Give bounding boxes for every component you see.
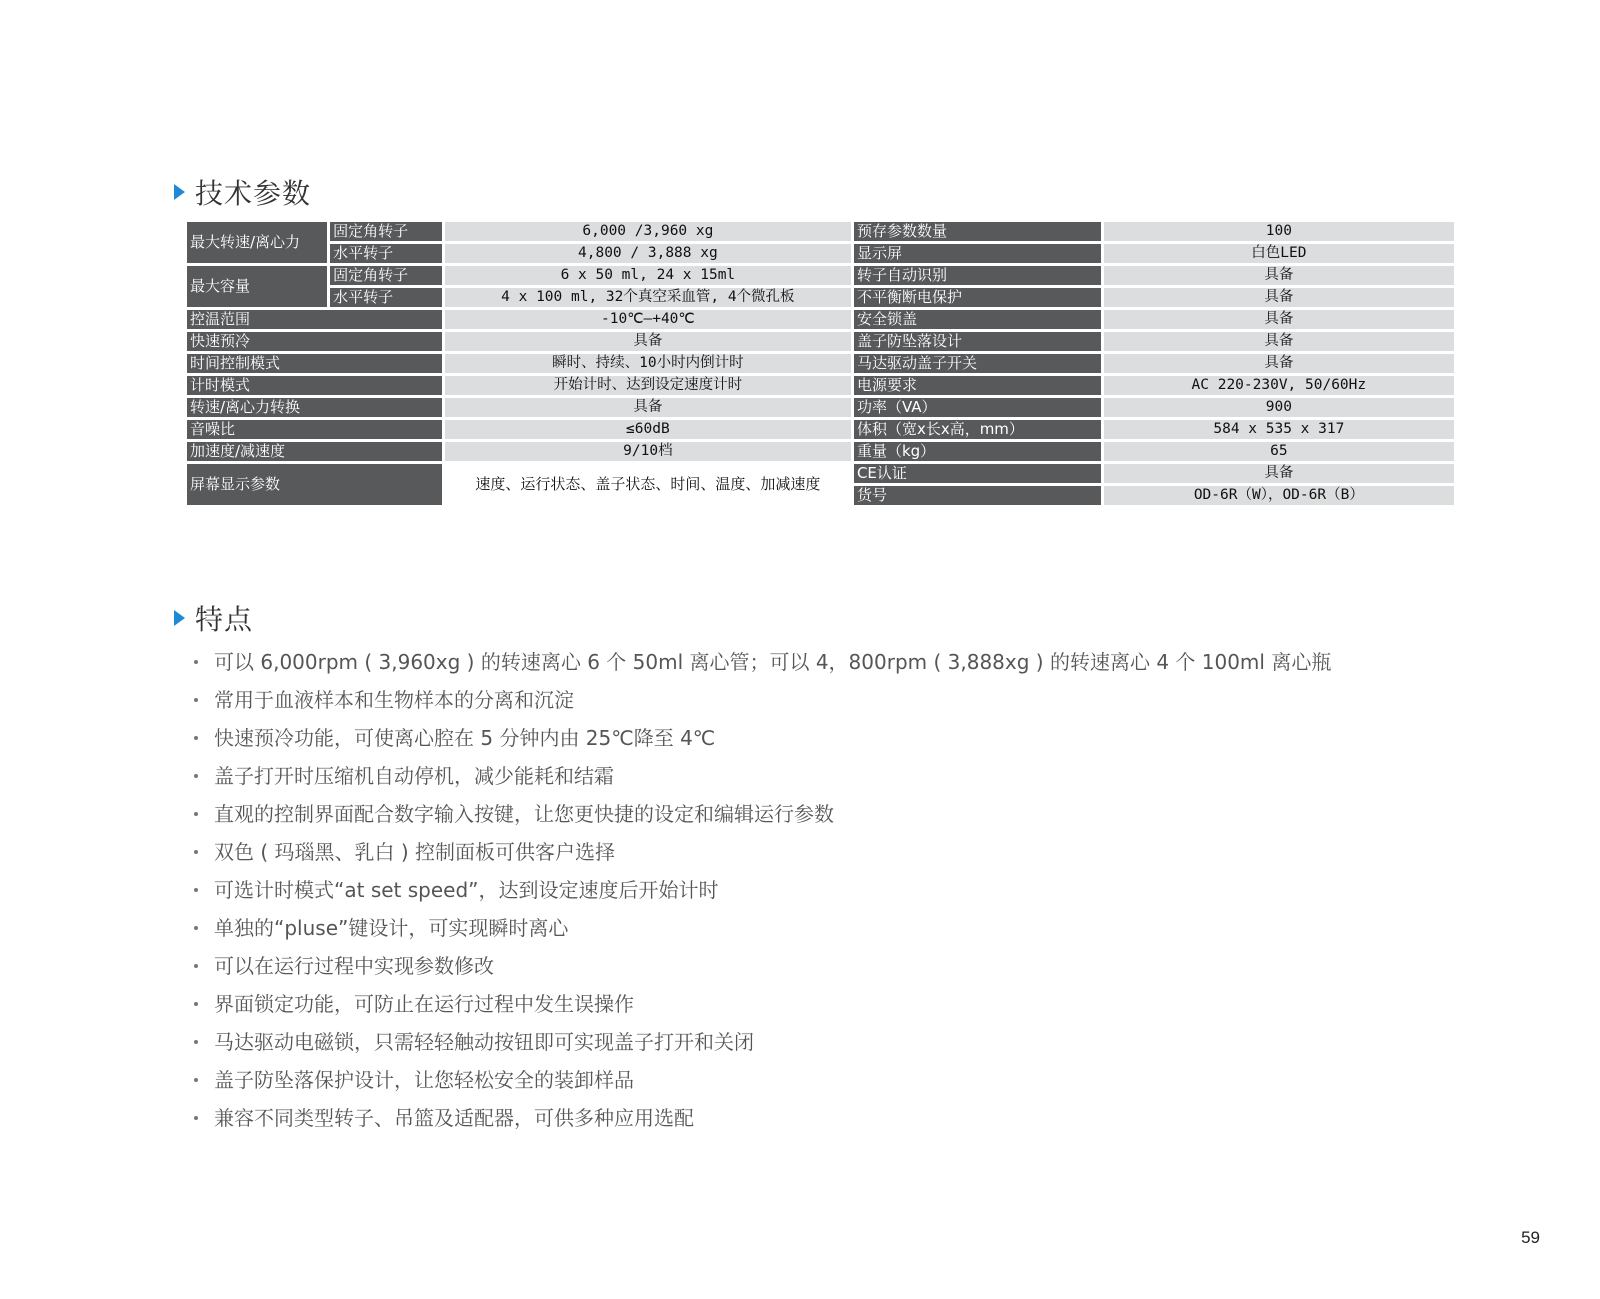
table-row [187,332,1454,351]
max-capacity-label: 最大容量 [187,266,327,307]
list-item [194,643,1331,681]
right-spec-value: 65 [1104,442,1454,461]
feature-text: 单独的“pluse”键设计，可实现瞬时离心 [214,916,569,940]
left-spec-value: -10℃—+40℃ [445,310,851,329]
right-spec-label: 货号 [854,486,1101,505]
left-spec-value: 具备 [445,398,851,417]
table-row [187,222,1454,241]
right-spec-label: 安全锁盖 [854,310,1101,329]
table-row [187,310,1454,329]
feature-text: 马达驱动电磁锁，只需轻轻触动按钮即可实现盖子打开和关闭 [214,1030,754,1054]
page-number: 59 [1521,1228,1540,1247]
right-spec-value: OD-6R（W），OD-6R（B） [1104,486,1454,505]
bullet-dot-icon [194,736,198,740]
feature-text: 直观的控制界面配合数字输入按键，让您更快捷的设定和编辑运行参数 [214,802,834,826]
right-spec-label: 显示屏 [854,244,1101,263]
feature-text: 盖子防坠落保护设计，让您轻松安全的装卸样品 [214,1068,634,1092]
feature-text: 界面锁定功能，可防止在运行过程中发生误操作 [214,992,634,1016]
features-title-text: 特点 [195,603,254,636]
right-spec-value: 具备 [1104,464,1454,483]
bullet-dot-icon [194,1040,198,1044]
bullet-dot-icon [194,1116,198,1120]
max-speed-value: 6,000 /3,960 xg [445,222,851,241]
bullet-dot-icon [194,926,198,930]
specs-section-title [174,172,311,212]
max-capacity-value: 6 x 50 ml, 24 x 15ml [445,266,851,285]
right-spec-label: 重量（kg） [854,442,1101,461]
bullet-dot-icon [194,850,198,854]
table-row [187,266,1454,285]
right-spec-label: 预存参数数量 [854,222,1101,241]
max-capacity-sub-label: 固定角转子 [330,266,442,285]
right-spec-label: CE认证 [854,464,1101,483]
left-spec-label: 计时模式 [187,376,442,395]
list-item [194,1061,1331,1099]
feature-text: 可选计时模式“at set speed”，达到设定速度后开始计时 [214,878,719,902]
left-spec-label: 控温范围 [187,310,442,329]
list-item [194,871,1331,909]
right-spec-label: 不平衡断电保护 [854,288,1101,307]
right-spec-label: 转子自动识别 [854,266,1101,285]
right-spec-label: 马达驱动盖子开关 [854,354,1101,373]
left-spec-label: 加速度/减速度 [187,442,442,461]
feature-text: 快速预冷功能，可使离心腔在 5 分钟内由 25℃降至 4℃ [214,726,716,750]
list-item [194,795,1331,833]
feature-text: 可以在运行过程中实现参数修改 [214,954,494,978]
left-spec-label: 快速预冷 [187,332,442,351]
list-item [194,1099,1331,1137]
feature-text: 可以 6,000rpm ( 3,960xg ) 的转速离心 6 个 50ml 离心管；可以 4，800rpm ( 3,888xg ) 的转速离心 4 个 100ml 离心瓶 [214,650,1332,674]
bullet-dot-icon [194,660,198,664]
bullet-dot-icon [194,812,198,816]
list-item [194,947,1331,985]
feature-text: 盖子打开时压缩机自动停机，减少能耗和结霜 [214,764,614,788]
feature-text: 兼容不同类型转子、吊篮及适配器，可供多种应用选配 [214,1106,694,1130]
left-spec-label: 转速/离心力转换 [187,398,442,417]
list-item [194,757,1331,795]
right-spec-label: 盖子防坠落设计 [854,332,1101,351]
right-spec-value: 具备 [1104,288,1454,307]
table-row [187,464,1454,483]
table-row [187,288,1454,307]
features-section-title [174,598,253,638]
spec-table [184,219,1457,508]
max-speed-value: 4,800 / 3,888 xg [445,244,851,263]
list-item [194,719,1331,757]
list-item [194,1023,1331,1061]
left-spec-value: 开始计时、达到设定速度计时 [445,376,851,395]
triangle-bullet-icon [174,610,185,626]
bullet-dot-icon [194,698,198,702]
bullet-dot-icon [194,888,198,892]
feature-text: 常用于血液样本和生物样本的分离和沉淀 [214,688,574,712]
right-spec-value: 100 [1104,222,1454,241]
list-item [194,909,1331,947]
table-row [187,398,1454,417]
table-row [187,376,1454,395]
left-spec-label: 时间控制模式 [187,354,442,373]
specs-title-text: 技术参数 [195,177,312,210]
max-speed-sub-label: 固定角转子 [330,222,442,241]
list-item [194,985,1331,1023]
right-spec-value: 具备 [1104,332,1454,351]
left-spec-label: 音噪比 [187,420,442,439]
right-spec-value: 具备 [1104,310,1454,329]
right-spec-value: 具备 [1104,266,1454,285]
list-item [194,681,1331,719]
bullet-dot-icon [194,964,198,968]
table-row [187,420,1454,439]
left-spec-value: 9/10档 [445,442,851,461]
right-spec-value: 584 x 535 x 317 [1104,420,1454,439]
max-capacity-value: 4 x 100 ml, 32个真空采血管, 4个微孔板 [445,288,851,307]
display-params-label: 屏幕显示参数 [187,464,442,505]
triangle-bullet-icon [174,184,185,200]
left-spec-value: ≤60dB [445,420,851,439]
right-spec-value: 白色LED [1104,244,1454,263]
right-spec-value: AC 220-230V, 50/60Hz [1104,376,1454,395]
bullet-dot-icon [194,774,198,778]
list-item [194,833,1331,871]
table-row [187,354,1454,373]
feature-text: 双色 ( 玛瑙黑、乳白 ) 控制面板可供客户选择 [214,840,616,864]
bullet-dot-icon [194,1078,198,1082]
right-spec-label: 体积（宽x长x高，mm） [854,420,1101,439]
right-spec-label: 电源要求 [854,376,1101,395]
features-list [194,643,1331,1137]
left-spec-value: 具备 [445,332,851,351]
max-speed-sub-label: 水平转子 [330,244,442,263]
max-capacity-sub-label: 水平转子 [330,288,442,307]
table-row [187,442,1454,461]
max-speed-label: 最大转速/离心力 [187,222,327,263]
right-spec-label: 功率（VA） [854,398,1101,417]
display-params-value: 速度、运行状态、盖子状态、时间、温度、加减速度 [445,464,851,505]
right-spec-value: 900 [1104,398,1454,417]
right-spec-value: 具备 [1104,354,1454,373]
left-spec-value: 瞬时、持续、10小时内倒计时 [445,354,851,373]
bullet-dot-icon [194,1002,198,1006]
table-row [187,244,1454,263]
